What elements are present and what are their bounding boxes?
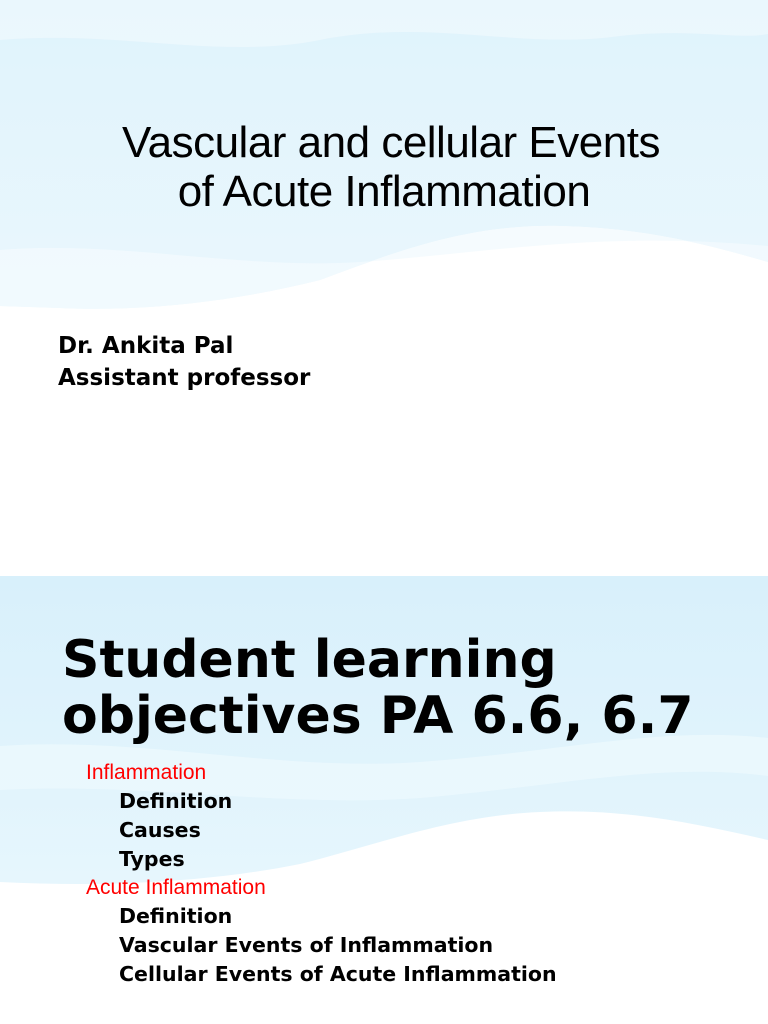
author-name: Dr. Ankita Pal	[58, 333, 234, 359]
author-block	[58, 330, 310, 394]
author-role: Assistant professor	[58, 365, 311, 391]
objectives-list	[86, 758, 557, 989]
slide-objectives	[0, 576, 768, 1024]
section-heading-inflammation: Inflammation	[86, 761, 207, 784]
list-item: Definition	[119, 789, 233, 813]
title-line-2: of Acute Inflammation	[177, 167, 591, 216]
list-item: Causes	[119, 817, 201, 842]
list-item: Cellular Events of Acute Inflammation	[119, 961, 557, 986]
section-heading-acute-inflammation: Acute Inflammation	[86, 876, 266, 900]
list-item: Types	[119, 846, 185, 871]
list-item: Vascular Events of Inflammation	[119, 933, 494, 958]
title-line-1: Vascular and cellular Events	[122, 118, 660, 167]
list-item: Definition	[119, 904, 233, 929]
objectives-heading-line-1: Student learning	[62, 630, 557, 690]
slide-title-heading	[0, 118, 768, 216]
objectives-heading-line-2: objectives PA 6.6, 6.7	[62, 686, 694, 746]
objectives-heading	[62, 632, 694, 744]
